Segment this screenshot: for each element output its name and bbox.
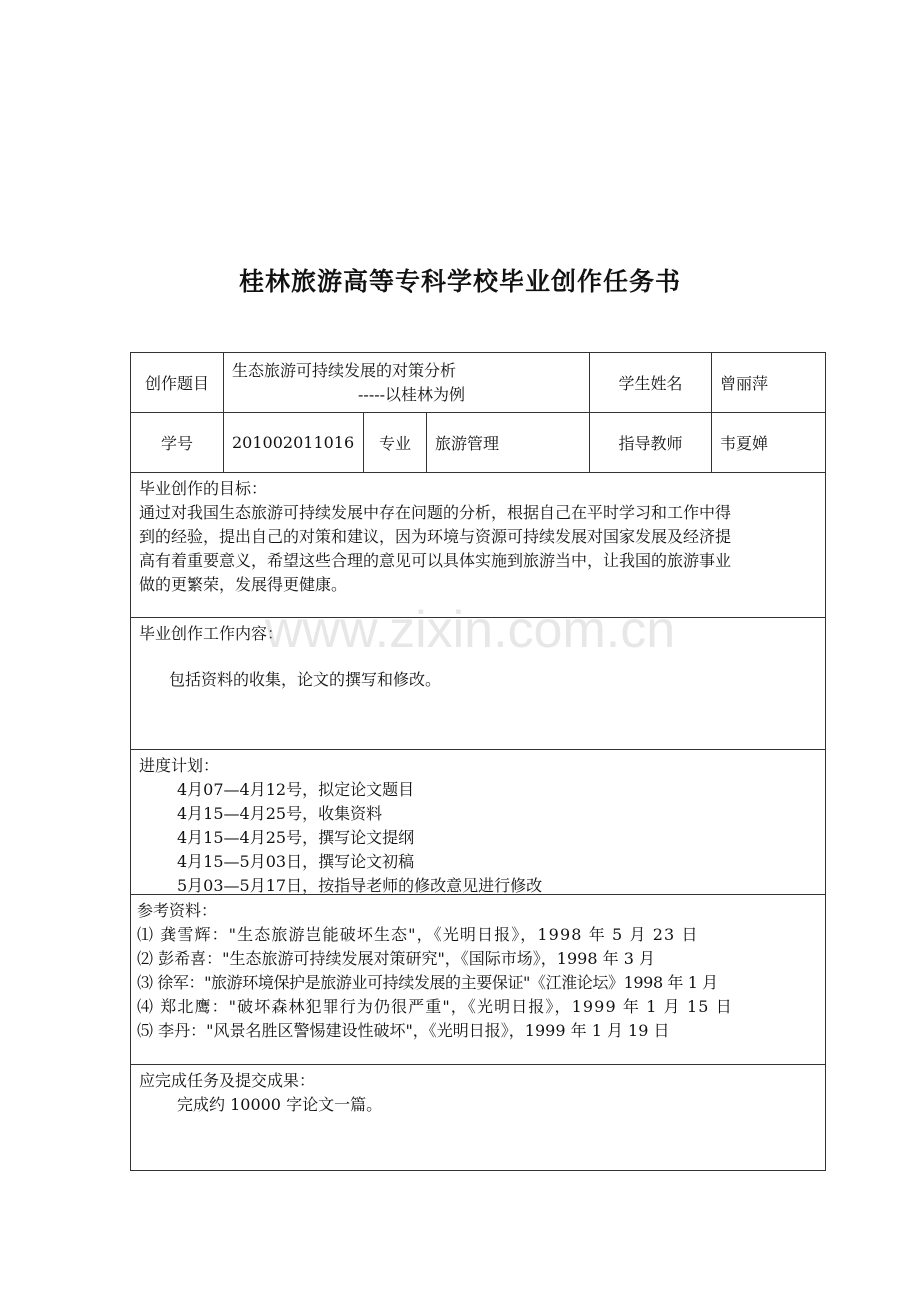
- references-heading: 参考资料：: [137, 901, 218, 920]
- goal-line: 做的更繁荣，发展得更健康。: [139, 575, 348, 594]
- reference-item: ⑸ 李丹："风景名胜区警惕建设性破坏"，《光明日报》，1999 年 1 月 19 日: [137, 1021, 670, 1040]
- student-id-value: 201002011016: [224, 413, 364, 472]
- section-content: [131, 618, 825, 750]
- section-deliverables: [131, 1065, 825, 1170]
- goal-line: 高有着重要意义，希望这些合理的意见可以具体实施到旅游当中，让我国的旅游事业: [139, 551, 732, 570]
- student-name-value: 曾丽萍: [720, 374, 769, 393]
- reference-item: ⑶ 徐军："旅游环境保护是旅游业可持续发展的主要保证"《江淮论坛》1998 年 1 月: [137, 973, 718, 992]
- topic-line-1: 生态旅游可持续发展的对策分析: [232, 361, 457, 380]
- schedule-heading: 进度计划：: [139, 756, 220, 775]
- major-label: 专业: [364, 413, 427, 472]
- row-info: [131, 413, 825, 473]
- schedule-item: 4月15—4月25号，收集资料: [177, 804, 383, 823]
- goal-line: 到的经验，提出自己的对策和建议，因为环境与资源可持续发展对国家发展及经济提: [139, 527, 732, 546]
- watermark: www.zixin.com.cn: [264, 601, 676, 659]
- schedule-item: 4月07—4月12号，拟定论文题目: [177, 780, 415, 799]
- goal-heading: 毕业创作的目标：: [139, 479, 268, 498]
- student-name-label: 学生姓名: [590, 353, 712, 412]
- content-heading: 毕业创作工作内容：: [139, 624, 284, 643]
- advisor-label: 指导教师: [590, 413, 712, 472]
- section-goal: [131, 473, 825, 618]
- section-references: [131, 895, 825, 1065]
- reference-item: ⑴ 龚雪辉："生态旅游岂能破坏生态"，《光明日报》，1998 年 5 月 23 日: [137, 925, 699, 944]
- reference-item: ⑵ 彭希喜："生态旅游可持续发展对策研究"，《国际市场》，1998 年 3 月: [137, 949, 655, 968]
- deliverables-heading: 应完成任务及提交成果：: [139, 1071, 316, 1090]
- schedule-item: 4月15—5月03日，撰写论文初稿: [177, 852, 415, 871]
- advisor-value: 韦夏婵: [720, 434, 769, 453]
- student-id-label: 学号: [131, 413, 224, 472]
- schedule-item: 5月03—5月17日，按指导老师的修改意见进行修改: [177, 876, 543, 895]
- deliverables-text: 完成约 10000 字论文一篇。: [177, 1095, 383, 1114]
- section-schedule: [131, 750, 825, 895]
- major-value: 旅游管理: [427, 413, 590, 472]
- document-title: 桂林旅游高等专科学校毕业创作任务书: [238, 267, 681, 296]
- topic-label: 创作题目: [131, 353, 224, 412]
- row-topic: [131, 353, 825, 413]
- schedule-item: 4月15—4月25号，撰写论文提纲: [177, 828, 415, 847]
- content-text: 包括资料的收集，论文的撰写和修改。: [169, 670, 442, 689]
- goal-line: 通过对我国生态旅游可持续发展中存在问题的分析，根据自己在平时学习和工作中得: [139, 503, 732, 522]
- task-table: [130, 352, 826, 1171]
- topic-line-2: -----以桂林为例: [358, 385, 466, 404]
- topic-value: [224, 353, 590, 412]
- reference-item: ⑷ 郑北鹰："破坏森林犯罪行为仍很严重"，《光明日报》，1999 年 1 月 15 日: [137, 997, 733, 1016]
